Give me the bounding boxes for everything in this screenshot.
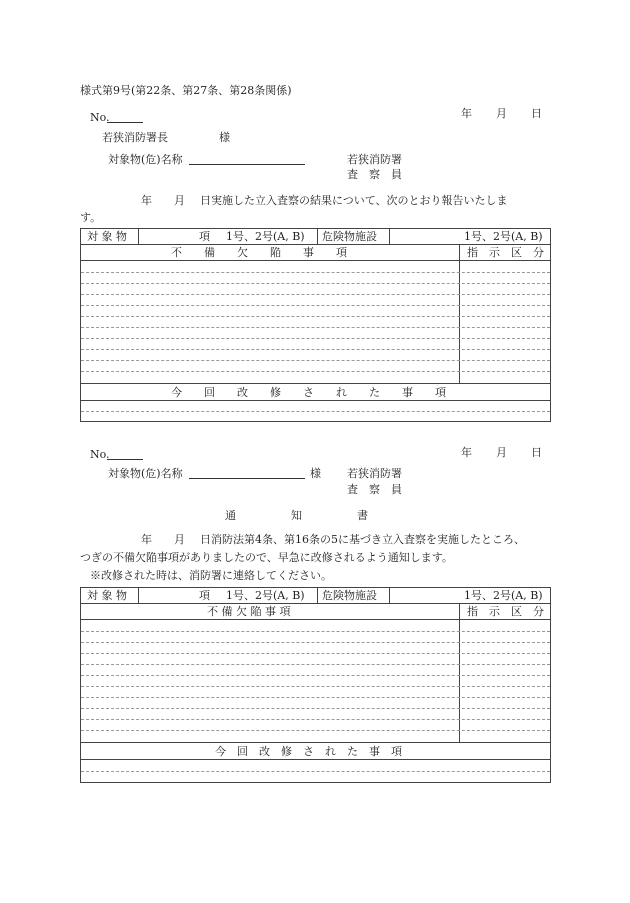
report-table <box>80 228 551 422</box>
report-body-year: 年 <box>141 194 152 207</box>
notice-title: 通 知 書 <box>225 509 368 522</box>
report-instruction-header: 指 示 区 分 <box>467 246 544 259</box>
report-station: 若狭消防署 <box>347 153 402 166</box>
notice-class-label: 1号、2号(A, B) <box>226 589 305 602</box>
notice-table <box>80 587 551 783</box>
notice-body-year: 年 <box>141 533 152 546</box>
notice-repaired-header: 今 回 改 修 さ れ た 事 項 <box>215 745 402 758</box>
report-addressee: 若狭消防署長 <box>102 131 168 144</box>
notice-object-name-label: 対象物(危)名称 <box>108 467 183 480</box>
notice-body-month: 月 <box>174 533 185 546</box>
report-object-name-field[interactable] <box>189 164 305 165</box>
report-addressee-honorific: 様 <box>219 131 230 144</box>
report-defects-header: 不 備 欠 陥 事 項 <box>171 246 347 259</box>
notice-no-field[interactable] <box>107 459 143 460</box>
report-body-line2: す。 <box>80 211 102 224</box>
notice-body-line1: 日消防法第4条、第16条の5に基づき立入査察を実施したところ、 <box>200 533 525 546</box>
notice-class-label-2: 1号、2号(A, B) <box>464 589 543 602</box>
report-class-label: 1号、2号(A, B) <box>226 230 305 243</box>
report-body-line1: 日実施した立入査察の結果について、次のとおり報告いたしま <box>200 194 508 207</box>
notice-kou-label: 項 <box>199 589 210 602</box>
notice-station: 若狭消防署 <box>347 467 402 480</box>
notice-date-month: 月 <box>496 446 507 459</box>
report-table-info-row <box>81 229 550 245</box>
report-kou-label: 項 <box>199 230 210 243</box>
report-body-month: 月 <box>174 194 185 207</box>
notice-date-year: 年 <box>461 446 472 459</box>
notice-no-label: No. <box>90 448 110 461</box>
report-inspector: 査 察 員 <box>347 168 402 181</box>
report-object-name-label: 対象物(危)名称 <box>108 153 183 166</box>
notice-object-label: 対 象 物 <box>87 589 127 602</box>
report-object-label: 対 象 物 <box>87 230 127 243</box>
report-no-field[interactable] <box>107 122 143 123</box>
report-date-month: 月 <box>496 107 507 120</box>
report-date-day: 日 <box>531 107 542 120</box>
notice-object-name-field[interactable] <box>189 478 305 479</box>
notice-body-line2: つぎの不備欠陥事項がありましたので、早急に改修されるよう通知します。 <box>80 551 453 564</box>
form-title: 様式第9号(第22条、第27条、第28条関係) <box>80 84 292 97</box>
notice-honorific: 様 <box>310 467 321 480</box>
notice-hazard-label: 危険物施設 <box>322 589 377 602</box>
report-hazard-label: 危険物施設 <box>322 230 377 243</box>
report-no-label: No. <box>90 111 110 124</box>
notice-table-info-row <box>81 588 550 604</box>
notice-inspector: 査 察 員 <box>347 483 402 496</box>
report-repaired-header: 今 回 改 修 さ れ た 事 項 <box>171 386 446 399</box>
notice-defects-header: 不 備 欠 陥 事 項 <box>207 605 291 618</box>
notice-instruction-header: 指 示 区 分 <box>467 605 544 618</box>
notice-note: ※改修された時は、消防署に連絡してください。 <box>90 569 332 582</box>
report-class-label-2: 1号、2号(A, B) <box>464 230 543 243</box>
report-date-year: 年 <box>461 107 472 120</box>
notice-date-day: 日 <box>531 446 542 459</box>
